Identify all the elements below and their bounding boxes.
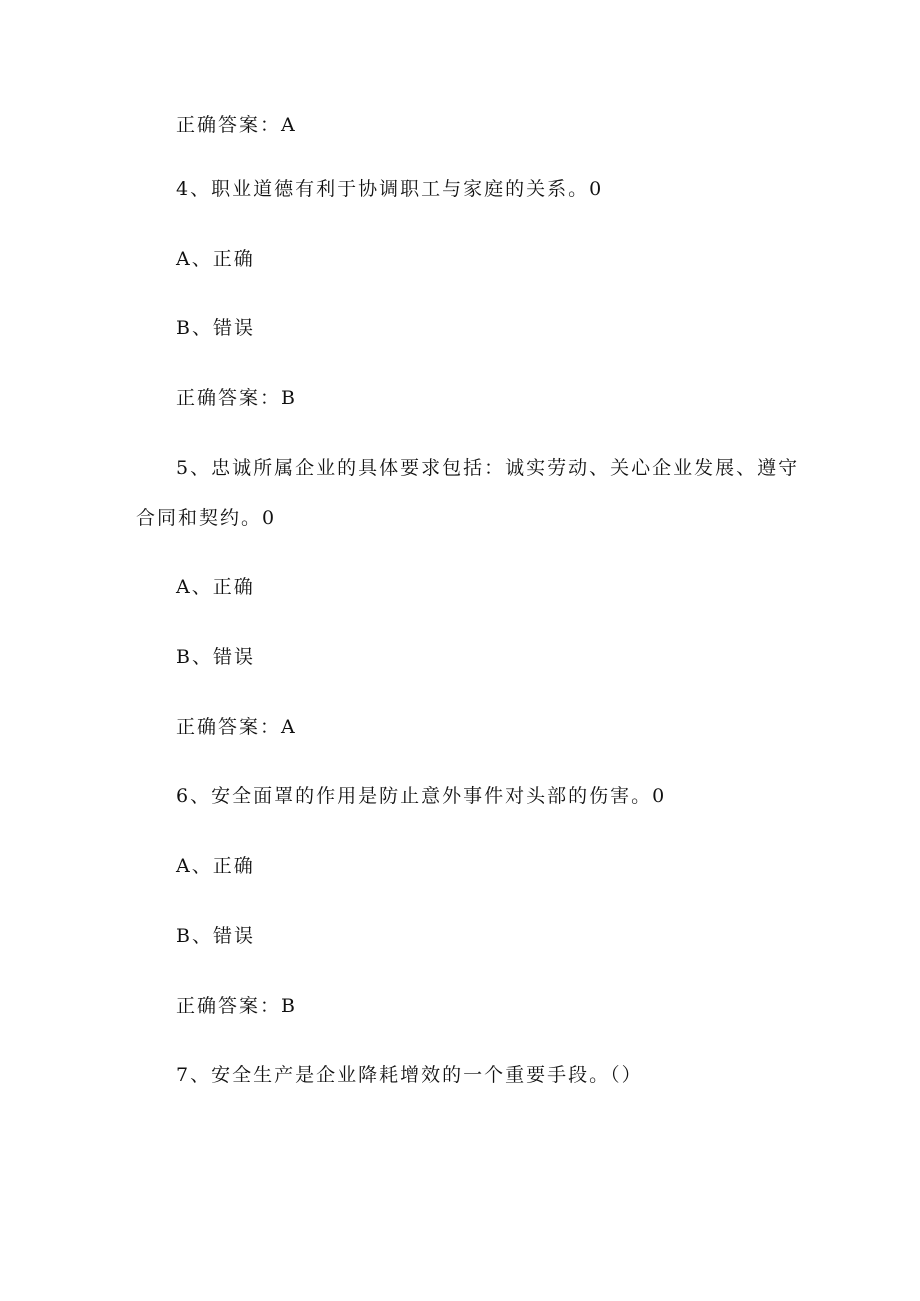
question-5-line-1: 5、忠诚所属企业的具体要求包括：诚实劳动、关心企业发展、遵守 <box>176 457 800 479</box>
option-4b: B、错误 <box>176 317 255 339</box>
option-5b: B、错误 <box>176 646 255 668</box>
answer-q4: 正确答案：B <box>176 387 297 409</box>
option-6b: B、错误 <box>176 925 255 947</box>
option-6a: A、正确 <box>176 855 255 877</box>
answer-q3: 正确答案：A <box>176 114 297 136</box>
question-5-line-2: 合同和契约。0 <box>136 507 277 529</box>
answer-q5: 正确答案：A <box>176 716 297 738</box>
question-6: 6、安全面罩的作用是防止意外事件对头部的伤害。0 <box>176 785 667 807</box>
answer-q6: 正确答案：B <box>176 995 297 1017</box>
option-4a: A、正确 <box>176 248 255 270</box>
option-5a: A、正确 <box>176 576 255 598</box>
question-7: 7、安全生产是企业降耗增效的一个重要手段。（） <box>176 1064 643 1086</box>
question-4: 4、职业道德有利于协调职工与家庭的关系。0 <box>176 178 604 200</box>
